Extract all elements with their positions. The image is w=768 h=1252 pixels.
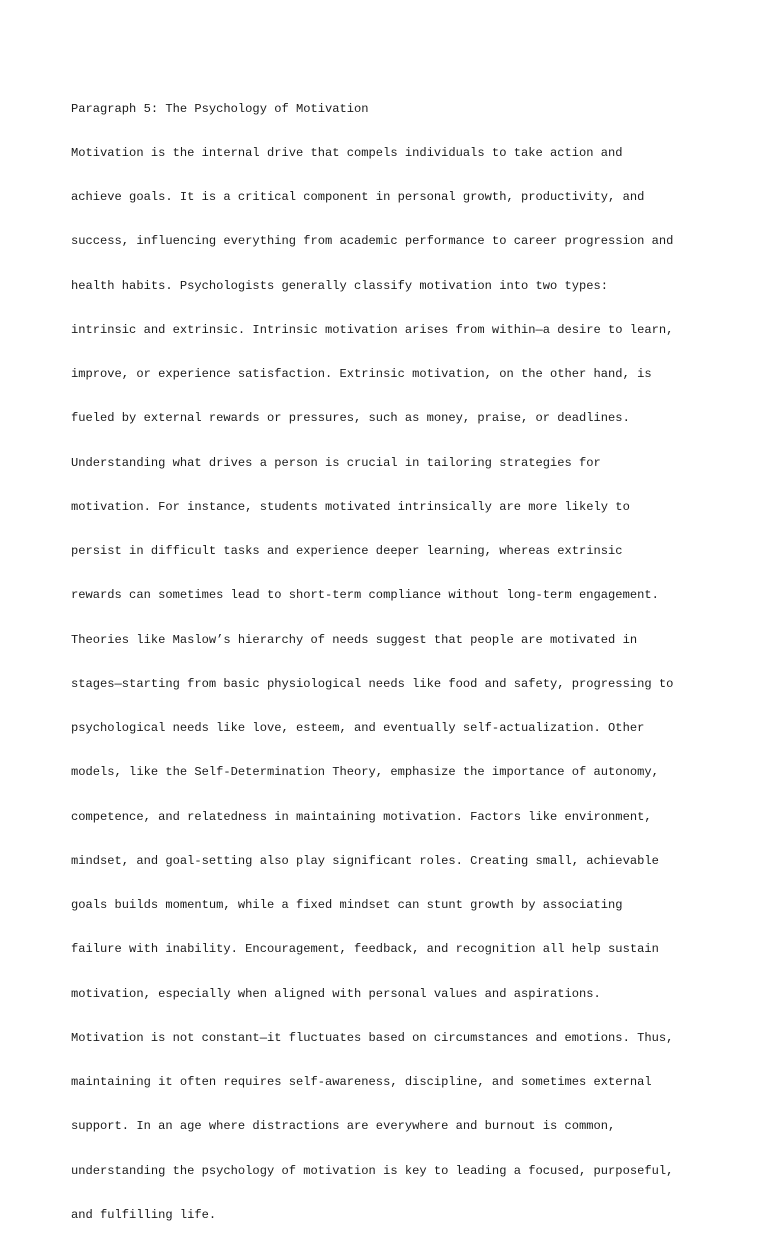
text-line: achieve goals. It is a critical component in personal growth, productivity, and bbox=[71, 190, 645, 204]
text-line: intrinsic and extrinsic. Intrinsic motivation arises from within—a desire to learn, bbox=[71, 322, 674, 337]
paragraph-heading: Paragraph 5: The Psychology of Motivation bbox=[71, 101, 369, 116]
text-line: stages—starting from basic physiological needs like food and safety, progressing to bbox=[71, 676, 674, 691]
text-line: models, like the Self-Determination Theory, emphasize the importance of autonomy, bbox=[71, 765, 659, 780]
text-line: improve, or experience satisfaction. Extrinsic motivation, on the other hand, is bbox=[71, 367, 652, 381]
text-line: maintaining it often requires self-awareness, discipline, and sometimes external bbox=[71, 1075, 652, 1089]
text-line: goals builds momentum, while a fixed mindset can stunt growth by associating bbox=[71, 898, 623, 912]
text-line: Motivation is not constant—it fluctuates based on circumstances and emotions. Thus, bbox=[71, 1030, 674, 1045]
text-line: motivation. For instance, students motivated intrinsically are more likely to bbox=[71, 499, 630, 514]
text-line: competence, and relatedness in maintaining motivation. Factors like environment, bbox=[71, 809, 652, 824]
text-line: success, influencing everything from academic performance to career progression and bbox=[71, 234, 674, 249]
text-line: failure with inability. Encouragement, feedback, and recognition all help sustain bbox=[71, 942, 659, 957]
text-line: mindset, and goal-setting also play significant roles. Creating small, achievable bbox=[71, 853, 659, 868]
text-line: support. In an age where distractions are everywhere and burnout is common, bbox=[71, 1119, 616, 1134]
paragraph-text bbox=[71, 72, 711, 1252]
text-line: Theories like Maslow’s hierarchy of needs suggest that people are motivated in bbox=[71, 632, 638, 647]
text-line: Motivation is the internal drive that compels individuals to take action and bbox=[71, 145, 623, 160]
text-line: psychological needs like love, esteem, and eventually self-actualization. Other bbox=[71, 721, 645, 735]
text-line: rewards can sometimes lead to short-term compliance without long-term engagement. bbox=[71, 588, 659, 603]
text-line: persist in difficult tasks and experience deeper learning, whereas extrinsic bbox=[71, 544, 623, 558]
text-line: fueled by external rewards or pressures, such as money, praise, or deadlines. bbox=[71, 411, 630, 426]
text-line: understanding the psychology of motivation is key to leading a focused, purposeful, bbox=[71, 1163, 674, 1178]
text-line: and fulfilling life. bbox=[71, 1207, 217, 1222]
text-line: Understanding what drives a person is crucial in tailoring strategies for bbox=[71, 455, 601, 470]
text-line: motivation, especially when aligned with personal values and aspirations. bbox=[71, 986, 601, 1001]
text-line: health habits. Psychologists generally classify motivation into two types: bbox=[71, 278, 609, 293]
